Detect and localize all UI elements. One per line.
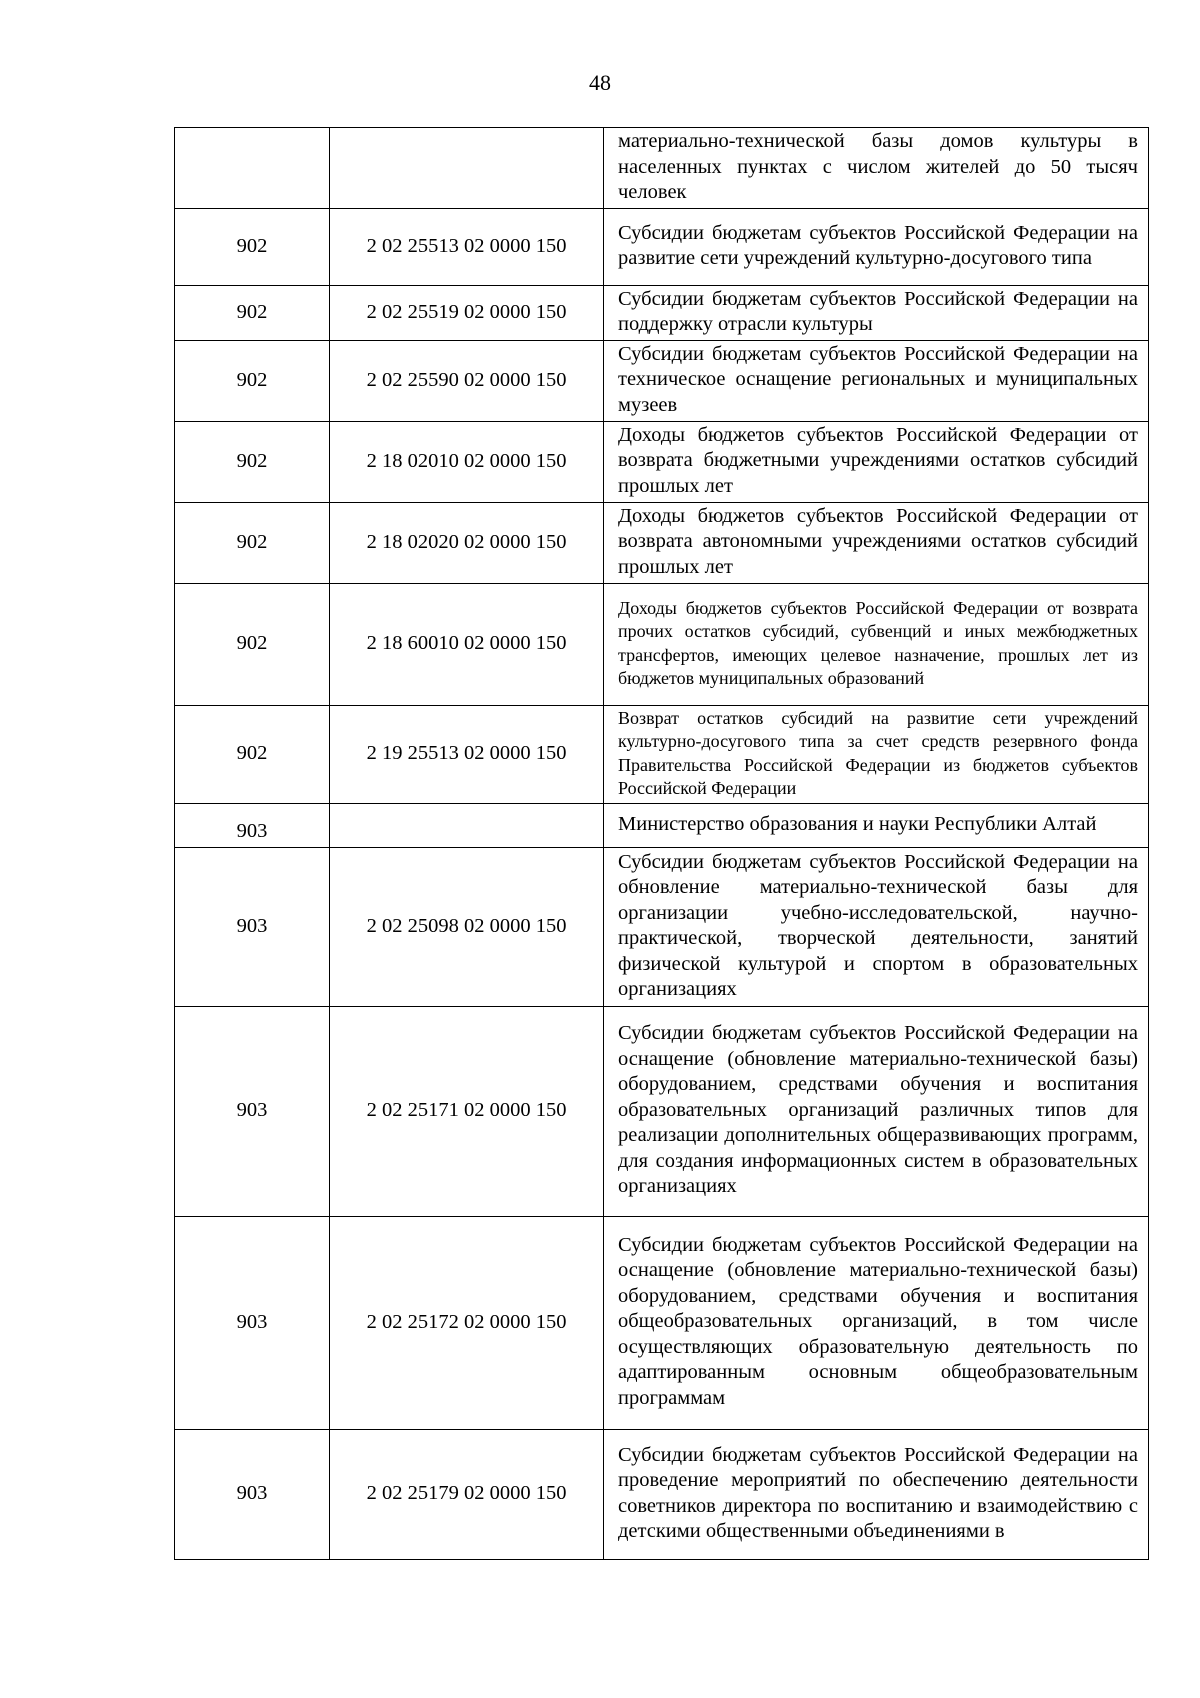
description-cell	[604, 803, 1149, 847]
revenue-code-cell: 2 18 60010 02 0000 150	[330, 583, 604, 705]
revenue-code-cell	[330, 803, 604, 847]
table-row	[175, 128, 1149, 209]
description-text: Субсидии бюджетам субъектов Российской Федерации на оснащение (обновление материально-технической базы) оборудованием, средствами обучения и воспитания общеобразовательных организаций, в том числе осуществляющих образовательную деятельность по адаптированным основным общеобразовательным программам	[618, 1233, 1138, 1409]
description-text: Доходы бюджетов субъектов Российской Федерации от возврата бюджетными учреждениями остатков субсидий прошлых лет	[618, 423, 1138, 497]
description-cell	[604, 502, 1149, 583]
page-number: 48	[589, 70, 611, 95]
revenue-code-cell: 2 18 02020 02 0000 150	[330, 502, 604, 583]
description-text: Субсидии бюджетам субъектов Российской Федерации на техническое оснащение региональных и муниципальных музеев	[618, 342, 1138, 416]
table-row	[175, 421, 1149, 502]
description-text: Субсидии бюджетам субъектов Российской Федерации на проведение мероприятий по обеспечению деятельности советников директора по воспитанию и взаимодействию с детскими общественными объединениями в	[618, 1443, 1138, 1542]
description-text: Субсидии бюджетам субъектов Российской Федерации на оснащение (обновление материально-технической базы) оборудованием, средствами обучения и воспитания образовательных организаций различных типов для реализации дополнительных общеразвивающих программ, для создания информационных систем в образовательных организациях	[618, 1022, 1138, 1198]
revenue-code-cell	[330, 128, 604, 209]
table-row	[175, 208, 1149, 285]
table-row	[175, 502, 1149, 583]
description-text: Доходы бюджетов субъектов Российской Федерации от возврата прочих остатков субсидий, субвенций и иных межбюджетных трансфертов, имеющих целевое назначение, прошлых лет из бюджетов муниципальных образований	[618, 597, 1138, 688]
table-row	[175, 583, 1149, 705]
description-cell	[604, 1216, 1149, 1429]
description-cell	[604, 340, 1149, 421]
revenue-code-cell: 2 18 02010 02 0000 150	[330, 421, 604, 502]
description-text: Субсидии бюджетам субъектов Российской Федерации на обновление материально-технической базы для организации учебно-исследовательской, научно-практической, творческой деятельности, занятий физической культурой и спортом в образовательных организациях	[618, 850, 1138, 1000]
admin-code-cell: 902	[175, 340, 330, 421]
description-text: Субсидии бюджетам субъектов Российской Федерации на развитие сети учреждений культурно-досугового типа	[618, 221, 1138, 269]
description-cell	[604, 1429, 1149, 1559]
admin-code-cell: 903	[175, 1216, 330, 1429]
table-row	[175, 705, 1149, 803]
revenue-code-cell: 2 02 25098 02 0000 150	[330, 847, 604, 1006]
description-cell	[604, 583, 1149, 705]
revenue-code-cell: 2 02 25171 02 0000 150	[330, 1006, 604, 1216]
admin-code-cell: 903	[175, 1006, 330, 1216]
table-row	[175, 803, 1149, 847]
description-cell	[604, 421, 1149, 502]
table-row	[175, 1216, 1149, 1429]
revenue-code-cell: 2 02 25519 02 0000 150	[330, 285, 604, 340]
description-cell	[604, 285, 1149, 340]
table-row	[175, 847, 1149, 1006]
admin-code-cell: 902	[175, 208, 330, 285]
admin-code-cell: 902	[175, 285, 330, 340]
description-cell	[604, 128, 1149, 209]
admin-code-cell: 903	[175, 847, 330, 1006]
revenue-codes-table	[174, 127, 1149, 1560]
description-cell	[604, 705, 1149, 803]
admin-code-cell: 903	[175, 1429, 330, 1559]
description-cell	[604, 208, 1149, 285]
table-row	[175, 1429, 1149, 1559]
revenue-code-cell: 2 02 25513 02 0000 150	[330, 208, 604, 285]
table-row	[175, 285, 1149, 340]
description-text: материально-технической базы домов культуры в населенных пунктах с числом жителей до 50 тысяч человек	[618, 130, 1138, 203]
revenue-code-cell: 2 02 25179 02 0000 150	[330, 1429, 604, 1559]
admin-code-cell: 902	[175, 705, 330, 803]
description-cell	[604, 847, 1149, 1006]
description-text: Возврат остатков субсидий на развитие сети учреждений культурно-досугового типа за счет средств резервного фонда Правительства Российской Федерации из бюджетов субъектов Российской Федерации	[618, 707, 1138, 798]
admin-code-cell: 903	[175, 803, 330, 847]
admin-code-cell	[175, 128, 330, 209]
revenue-code-cell: 2 02 25590 02 0000 150	[330, 340, 604, 421]
table-row	[175, 1006, 1149, 1216]
description-text: Субсидии бюджетам субъектов Российской Федерации на поддержку отрасли культуры	[618, 287, 1138, 335]
description-text: Министерство образования и науки Республики Алтай	[618, 812, 1097, 835]
revenue-code-cell: 2 02 25172 02 0000 150	[330, 1216, 604, 1429]
admin-code-cell: 902	[175, 421, 330, 502]
table-row	[175, 340, 1149, 421]
description-text: Доходы бюджетов субъектов Российской Федерации от возврата автономными учреждениями остатков субсидий прошлых лет	[618, 504, 1138, 578]
admin-code-cell: 902	[175, 502, 330, 583]
admin-code-cell: 902	[175, 583, 330, 705]
description-cell	[604, 1006, 1149, 1216]
revenue-code-cell: 2 19 25513 02 0000 150	[330, 705, 604, 803]
